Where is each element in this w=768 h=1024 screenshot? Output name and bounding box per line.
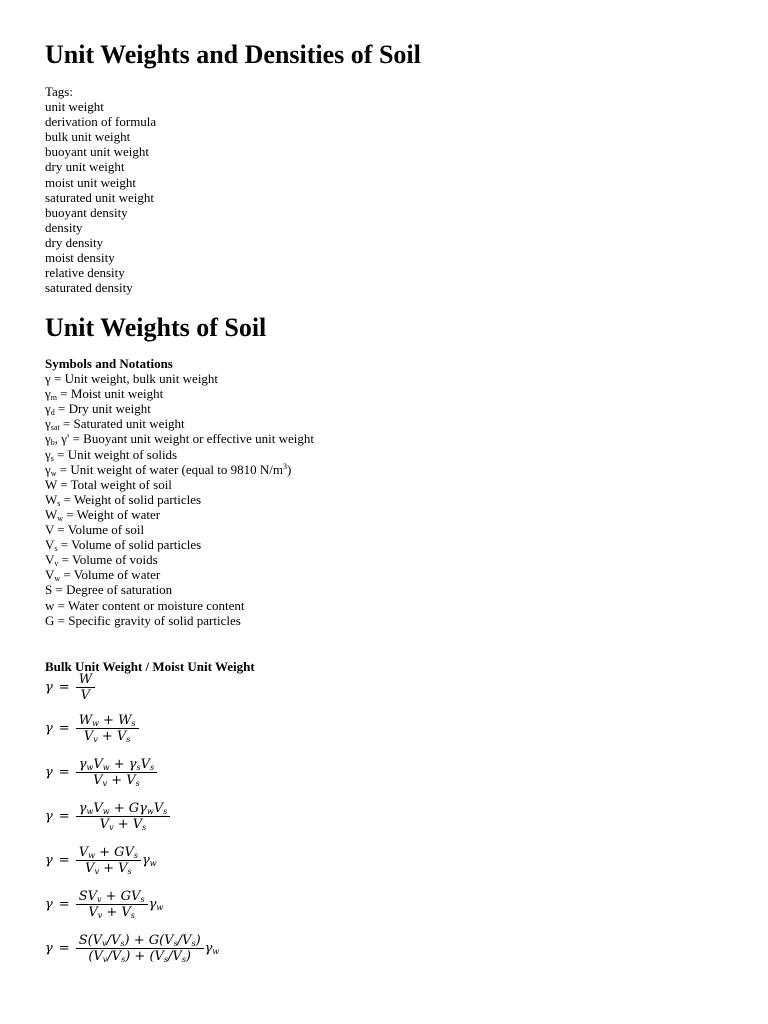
- symbol-subscript: s: [54, 544, 58, 554]
- fraction-numerator: $SV_v + GV_s$: [78, 889, 145, 904]
- equation-lhs: γ: [45, 897, 53, 912]
- equation: [45, 845, 157, 876]
- symbol-row: [45, 537, 314, 552]
- tags-block: [45, 84, 156, 295]
- fraction-numerator: $W_w + W_s$: [78, 713, 136, 728]
- equation-factor: $\gamma_w$: [204, 941, 220, 956]
- symbol-definition: = Weight of solid particles: [60, 491, 202, 507]
- symbol-subscript: w: [57, 513, 64, 523]
- fraction: [76, 889, 148, 920]
- symbol-subscript: s: [57, 498, 61, 508]
- symbol-glyph: γ: [45, 386, 51, 402]
- equals-sign: =: [58, 853, 70, 868]
- symbol-subscript: v: [54, 559, 59, 569]
- equation-lhs: γ: [45, 721, 53, 736]
- symbol-glyph: V: [45, 537, 55, 553]
- symbol-glyph: γ: [45, 446, 51, 462]
- tags-label: Tags:: [45, 84, 73, 99]
- symbol-definition: = Dry unit weight: [54, 401, 151, 417]
- equation: [45, 801, 170, 832]
- symbol-glyph: W: [45, 506, 58, 522]
- symbol-definition: , γ' = Buoyant unit weight or effective unit weight: [54, 431, 314, 447]
- symbol-superscript: 3: [283, 461, 288, 471]
- symbol-row: [45, 416, 314, 431]
- fraction-numerator: $\gamma_wV_w + \gamma_sV_s$: [78, 757, 155, 772]
- symbol-subscript: s: [50, 453, 54, 463]
- symbol-row: [45, 447, 314, 462]
- tag-item: buoyant density: [45, 204, 128, 220]
- equals-sign: =: [58, 721, 70, 736]
- symbol-glyph: γ: [45, 431, 51, 447]
- symbol-definition: = Moist unit weight: [56, 386, 164, 402]
- symbol-row: [45, 431, 314, 446]
- symbol-subscript: w: [50, 468, 57, 478]
- fraction: [76, 933, 204, 964]
- symbol-definition: = Weight of water: [63, 506, 161, 522]
- tag-item: saturated unit weight: [45, 189, 155, 205]
- symbol-definition: = Degree of saturation: [52, 582, 173, 598]
- fraction: [76, 845, 141, 876]
- symbol-definition: = Unit weight of solids: [53, 446, 178, 462]
- fraction-denominator: $V_v + V_s$: [88, 905, 135, 920]
- symbol-row: [45, 598, 314, 613]
- fraction: [76, 672, 95, 703]
- symbol-glyph: γ: [45, 371, 51, 387]
- symbol-glyph: V: [45, 552, 55, 568]
- equals-sign: =: [58, 765, 70, 780]
- symbol-row: [45, 371, 314, 386]
- fraction: [76, 713, 139, 744]
- fraction-denominator: $(V_v/V_s) + (V_s/V_s)$: [88, 949, 191, 964]
- tag-item: saturated density: [45, 280, 133, 296]
- symbol-definition: = Volume of soil: [54, 522, 145, 538]
- tag-item: relative density: [45, 265, 125, 281]
- symbol-subscript: sat: [50, 423, 60, 433]
- tag-item: dry unit weight: [45, 159, 125, 175]
- tag-item: density: [45, 219, 83, 235]
- symbols-block: [45, 356, 314, 628]
- symbol-row: [45, 386, 314, 401]
- equation: [45, 672, 95, 703]
- fraction-denominator: $V_v + V_s$: [85, 861, 132, 876]
- symbol-subscript: m: [50, 393, 57, 403]
- fraction: [76, 801, 171, 832]
- symbol-definition: = Volume of solid particles: [57, 537, 202, 553]
- symbol-row: [45, 507, 314, 522]
- equation-lhs: γ: [45, 765, 53, 780]
- tag-item: unit weight: [45, 99, 104, 115]
- equation: [45, 889, 163, 920]
- equation: [45, 713, 139, 744]
- symbol-glyph: V: [45, 567, 55, 583]
- symbol-subscript: w: [54, 574, 61, 584]
- symbol-row: [45, 401, 314, 416]
- symbol-definition: = Total weight of soil: [57, 476, 172, 492]
- symbol-glyph: G: [45, 612, 55, 628]
- equals-sign: =: [58, 941, 70, 956]
- symbol-row: [45, 477, 314, 492]
- fraction-denominator: V: [80, 688, 91, 703]
- symbol-definition: = Water content or moisture content: [54, 597, 245, 613]
- symbol-glyph: w: [45, 597, 55, 613]
- symbol-definition: = Specific gravity of solid particles: [54, 612, 241, 628]
- tag-item: moist density: [45, 250, 115, 266]
- page-title: Unit Weights and Densities of Soil: [45, 40, 421, 69]
- symbol-row: [45, 462, 314, 477]
- symbol-row: [45, 552, 314, 567]
- symbol-row: [45, 582, 314, 597]
- equation-lhs: γ: [45, 680, 53, 695]
- tag-item: derivation of formula: [45, 114, 157, 130]
- symbol-definition: = Volume of voids: [58, 552, 158, 568]
- fraction-denominator: $V_v + V_s$: [93, 773, 140, 788]
- symbol-definition: = Volume of water: [60, 567, 161, 583]
- tag-item: moist unit weight: [45, 174, 136, 190]
- symbol-glyph: γ: [45, 416, 51, 432]
- fraction-denominator: $V_v + V_s$: [99, 817, 147, 832]
- equals-sign: =: [58, 680, 70, 695]
- fraction-numerator: W: [78, 672, 93, 687]
- symbols-heading: Symbols and Notations: [45, 356, 173, 371]
- fraction-denominator: $V_v + V_s$: [83, 729, 131, 744]
- fraction: [76, 757, 157, 788]
- symbol-glyph: γ: [45, 461, 51, 477]
- equals-sign: =: [58, 809, 70, 824]
- symbol-definition: = Saturated unit weight: [59, 416, 185, 432]
- fraction-numerator: $S(V_v/V_s) + G(V_s/V_s)$: [78, 933, 201, 948]
- fraction-numerator: $V_w + GV_s$: [78, 845, 138, 860]
- tag-item: buoyant unit weight: [45, 144, 149, 160]
- symbol-glyph: W: [45, 491, 58, 507]
- equation-lhs: γ: [45, 809, 53, 824]
- symbol-row: [45, 567, 314, 582]
- bulk-unit-weight-heading: Bulk Unit Weight / Moist Unit Weight: [45, 659, 255, 674]
- symbol-definition: = Unit weight of water (equal to 9810 N/m: [56, 461, 284, 477]
- symbol-subscript: b: [50, 438, 55, 448]
- symbol-glyph: V: [45, 522, 55, 538]
- symbol-glyph: W: [45, 476, 58, 492]
- tag-item: dry density: [45, 234, 104, 250]
- equals-sign: =: [58, 897, 70, 912]
- symbol-definition: = Unit weight, bulk unit weight: [50, 371, 219, 387]
- symbol-glyph: γ: [45, 401, 51, 417]
- equation-factor: $\gamma_w$: [148, 897, 164, 912]
- equation-factor: $\gamma_w$: [141, 853, 157, 868]
- equation-lhs: γ: [45, 853, 53, 868]
- equation: [45, 933, 219, 964]
- equation-lhs: γ: [45, 941, 53, 956]
- symbol-subscript: d: [50, 408, 55, 418]
- tag-item: bulk unit weight: [45, 129, 131, 145]
- symbol-row: [45, 492, 314, 507]
- symbol-glyph: S: [45, 582, 53, 598]
- section-title: Unit Weights of Soil: [45, 313, 267, 342]
- symbol-row: [45, 613, 314, 628]
- equation: [45, 757, 157, 788]
- symbol-row: [45, 522, 314, 537]
- symbol-definition-tail: ): [287, 461, 292, 477]
- fraction-numerator: $\gamma_wV_w + G\gamma_wV_s$: [78, 801, 168, 816]
